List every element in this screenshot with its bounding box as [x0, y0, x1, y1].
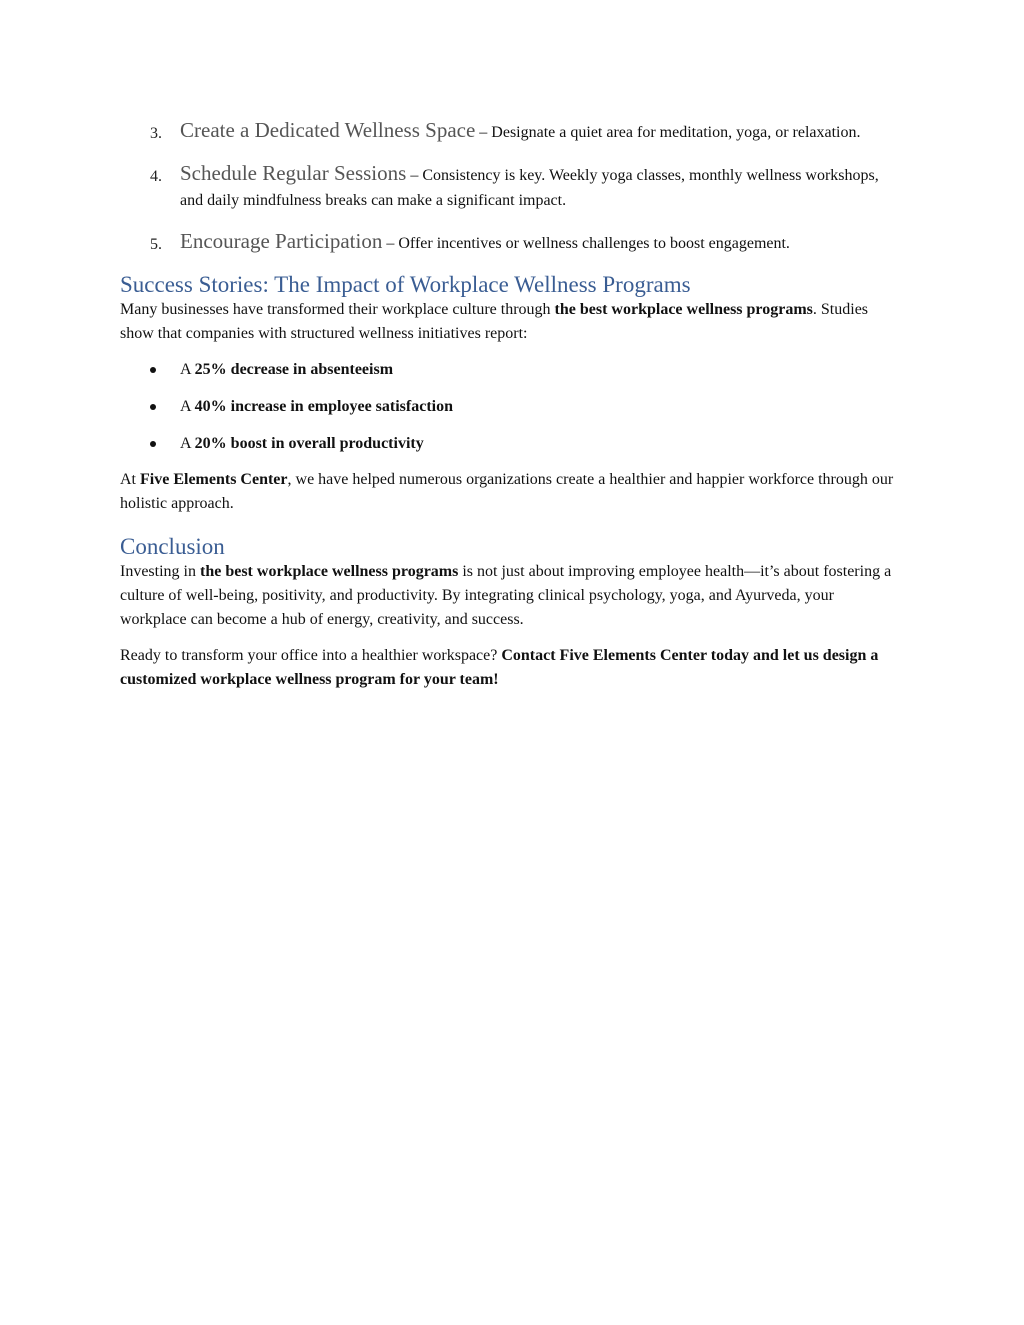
stat-prefix: A	[180, 435, 195, 452]
bullet-icon	[150, 404, 156, 410]
intro-bold: the best workplace wellness programs	[554, 301, 813, 318]
stat-value: 20% boost in overall productivity	[194, 435, 424, 452]
section-heading-conclusion: Conclusion	[120, 534, 225, 559]
section-heading-success-stories: Success Stories: The Impact of Workplace Wellness Programs	[120, 272, 691, 297]
success-closing-paragraph	[120, 468, 900, 516]
closing-bold: Five Elements Center	[140, 471, 288, 488]
step-title: Schedule Regular Sessions	[180, 161, 407, 185]
bullet-icon	[150, 441, 156, 447]
conclusion-paragraph	[120, 560, 900, 632]
conclusion-text-end: is not just about improving employee health—it’s about fostering a culture of well-being, positivity, and productivity. By integrating clinical psychology, yoga, and Ayurveda, your workplace can become a hub of energy, creativity, and success.	[120, 563, 892, 628]
list-item	[120, 432, 900, 456]
intro-text-end: . Studies show that companies with structured wellness initiatives report:	[120, 301, 869, 342]
step-separator: –	[406, 167, 423, 184]
cta-bold: Contact Five Elements Center today and let us design a customized workplace wellness program for your team!	[120, 647, 879, 688]
list-number: 4.	[150, 168, 162, 185]
cta-text: Ready to transform your office into a healthier workspace?	[120, 647, 502, 664]
step-title: Create a Dedicated Wellness Space	[180, 118, 476, 142]
document-page	[120, 118, 900, 692]
list-item	[120, 395, 900, 419]
list-number: 3.	[150, 125, 162, 142]
step-title: Encourage Participation	[180, 229, 383, 253]
bullet-icon	[150, 367, 156, 373]
steps-list	[120, 118, 900, 256]
list-number: 5.	[150, 236, 162, 253]
closing-text: At	[120, 471, 140, 488]
list-item	[120, 161, 900, 213]
stat-prefix: A	[180, 361, 195, 378]
step-description: Consistency is key. Weekly yoga classes, monthly wellness workshops, and daily mindfulness breaks can make a significant impact.	[180, 167, 879, 209]
conclusion-text: Investing in	[120, 563, 200, 580]
step-description: Designate a quiet area for meditation, yoga, or relaxation.	[491, 124, 861, 141]
closing-text-end: , we have helped numerous organizations create a healthier and happier workforce through our holistic approach.	[120, 471, 894, 512]
stat-value: 40% increase in employee satisfaction	[194, 398, 454, 415]
call-to-action-paragraph	[120, 644, 900, 692]
stat-prefix: A	[180, 398, 195, 415]
step-separator: –	[475, 124, 492, 141]
stats-list	[120, 358, 900, 456]
list-item	[120, 229, 900, 256]
intro-text: Many businesses have transformed their workplace culture through	[120, 301, 555, 318]
success-intro-paragraph	[120, 298, 900, 346]
list-item	[120, 358, 900, 382]
step-separator: –	[382, 235, 399, 252]
stat-value: 25% decrease in absenteeism	[194, 361, 394, 378]
list-item	[120, 118, 900, 145]
step-description: Offer incentives or wellness challenges to boost engagement.	[398, 235, 790, 252]
conclusion-bold: the best workplace wellness programs	[200, 563, 459, 580]
